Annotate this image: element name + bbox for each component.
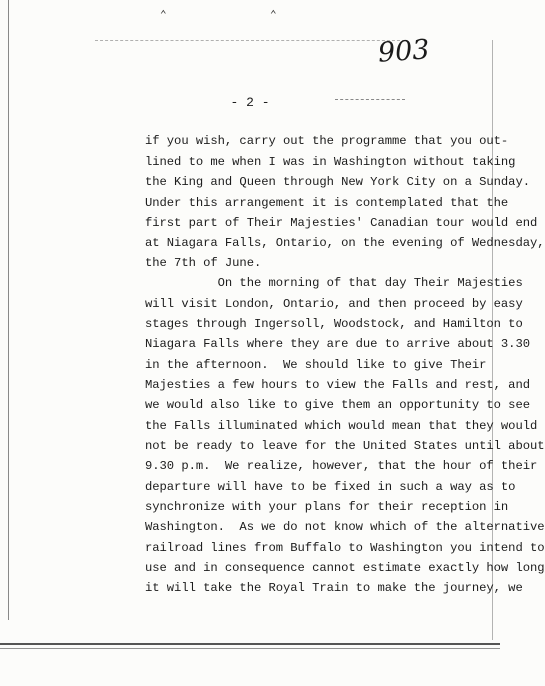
body-line: we would also like to give them an opportunity to see [145, 398, 530, 412]
body-line: will visit London, Ontario, and then proceed by easy [145, 297, 523, 311]
body-line: at Niagara Falls, Ontario, on the evening of Wednesday, [145, 236, 545, 250]
body-line: On the morning of that day Their Majesties [145, 276, 523, 290]
body-line: if you wish, carry out the programme that you out- [145, 134, 509, 148]
body-line: lined to me when I was in Washington without taking [145, 155, 516, 169]
body-line: synchronize with your plans for their reception in [145, 500, 509, 514]
body-line: use and in consequence cannot estimate exactly how long [145, 561, 545, 575]
body-line: the Falls illuminated which would mean that they would [145, 419, 538, 433]
body-line: railroad lines from Buffalo to Washington you intend to [145, 541, 545, 555]
body-line: Majesties a few hours to view the Falls and rest, and [145, 378, 530, 392]
page-number: - 2 - [230, 95, 270, 110]
body-line: 9.30 p.m. We realize, however, that the hour of their [145, 459, 538, 473]
scan-edge-top [95, 40, 405, 42]
body-line: it will take the Royal Train to make the journey, we [145, 581, 523, 595]
body-line: stages through Ingersoll, Woodstock, and Hamilton to [145, 317, 523, 331]
body-line: Niagara Falls where they are due to arrive about 3.30 [145, 337, 530, 351]
body-line: Under this arrangement it is contemplated that the [145, 196, 509, 210]
body-line: first part of Their Majesties' Canadian tour would end [145, 216, 538, 230]
binding-mark: ⌃ [160, 10, 167, 22]
archive-number: 903 [376, 34, 431, 69]
scan-edge-left [8, 0, 9, 620]
body-line: Washington. As we do not know which of the alternative [145, 520, 545, 534]
scan-edge-bottom-inner [0, 648, 500, 649]
body-line: departure will have to be fixed in such a way as to [145, 480, 516, 494]
body-line: in the afternoon. We should like to give Their [145, 358, 487, 372]
binding-mark: ⌃ [270, 10, 277, 22]
scan-edge-bottom [0, 643, 500, 645]
body-line: the 7th of June. [145, 256, 262, 270]
header-rule [335, 99, 405, 101]
body-line: the King and Queen through New York City on a Sunday. [145, 175, 530, 189]
body-line: not be ready to leave for the United States until about [145, 439, 545, 453]
